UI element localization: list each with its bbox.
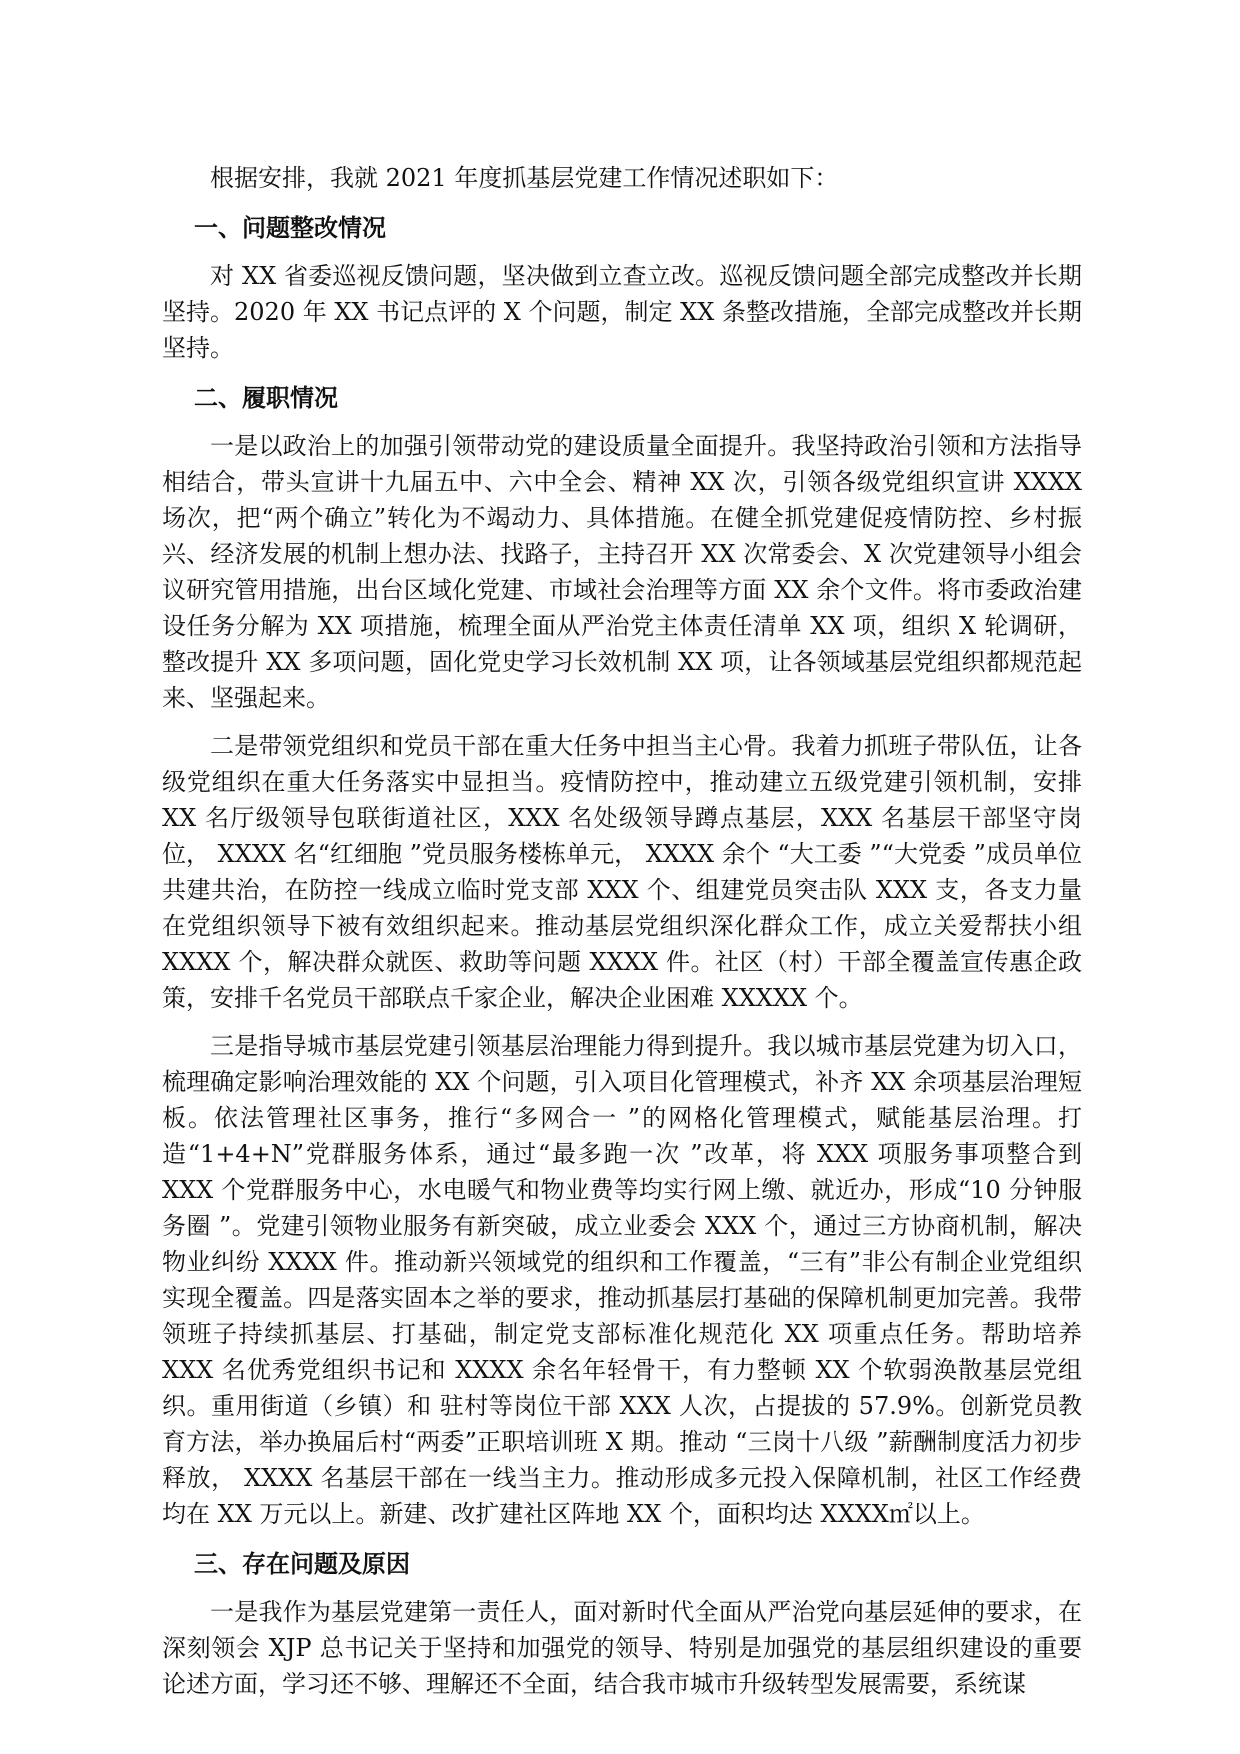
intro-paragraph: 根据安排，我就 2021 年度抓基层党建工作情况述职如下： — [210, 164, 839, 192]
document-body — [162, 160, 1082, 1702]
section-1-paragraph-1: 对 XX 省委巡视反馈问题，坚决做到立查立改。巡视反馈问题全部完成整改并长期坚持。2020 年 XX 书记点评的 X 个问题，制定 XX 条整改措施，全部完成整改并长期坚持。 — [162, 262, 1082, 362]
section-heading-1: 一、问题整改情况 — [194, 214, 386, 242]
section-2-paragraph-1: 一是以政治上的加强引领带动党的建设质量全面提升。我坚持政治引领和方法指导相结合，带头宣讲十九届五中、六中全会、精神 XX 次，引领各级党组织宣讲 XXXX 场次，把“两个确立”转化为不竭动力、具体措施。在健全抓党建促疫情防控、乡村振兴、经济发展的机制上想办法、找路子，主持召开 XX 次常委会、X 次党建领导小组会议研究管用措施，出台区域化党建、市域社会治理等方面 XX 余个文件。将市委政治建设任务分解为 XX 项措施，梳理全面从严治党主体责任清单 XX 项，组织 X 轮调研，整改提升 XX 多项问题，固化党史学习长效机制 XX 项，让各领域基层党组织都规范起来、坚强起来。 — [162, 432, 1082, 712]
section-3-paragraph-1: 一是我作为基层党建第一责任人，面对新时代全面从严治党向基层延伸的要求，在深刻领会 XJP 总书记关于坚持和加强党的领导、特别是加强党的基层组织建设的重要论述方面，学习还不够、理解还不全面，结合我市城市升级转型发展需要，系统谋 — [162, 1598, 1082, 1698]
section-2-paragraph-2: 二是带领党组织和党员干部在重大任务中担当主心骨。我着力抓班子带队伍，让各级党组织在重大任务落实中显担当。疫情防控中，推动建立五级党建引领机制，安排 XX 名厅级领导包联街道社区，XXX 名处级领导蹲点基层，XXX 名基层干部坚守岗位， XXXX 名“红细胞 ”党员服务楼栋单元， XXXX 余个 “大工委 ”“大党委 ”成员单位共建共治，在防控一线成立临时党支部 XXX 个、组建党员突击队 XXX 支，各支力量在党组织领导下被有效组织起来。推动基层党组织深化群众工作，成立关爱帮扶小组 XXXX 个，解决群众就医、救助等问题 XXXX 件。社区（村）干部全覆盖宣传惠企政策，安排千名党员干部联点千家企业，解决企业困难 XXXXX 个。 — [162, 732, 1082, 1012]
section-heading-2: 二、履职情况 — [194, 384, 338, 412]
section-2-paragraph-3: 三是指导城市基层党建引领基层治理能力得到提升。我以城市基层党建为切入口，梳理确定影响治理效能的 XX 个问题，引入项目化管理模式，补齐 XX 余项基层治理短板。依法管理社区事务，推行“多网合一 ”的网格化管理模式，赋能基层治理。打造“1+4+N”党群服务体系，通过“最多跑一次 ”改革，将 XXX 项服务事项整合到 XXX 个党群服务中心，水电暖气和物业费等均实行网上缴、就近办，形成“10 分钟服务圈 ”。党建引领物业服务有新突破，成立业委会 XXX 个，通过三方协商机制，解决物业纠纷 XXXX 件。推动新兴领域党的组织和工作覆盖，“三有”非公有制企业党组织实现全覆盖。四是落实固本之举的要求，推动抓基层打基础的保障机制更加完善。我带领班子持续抓基层、打基础，制定党支部标准化规范化 XX 项重点任务。帮助培养 XXX 名优秀党组织书记和 XXXX 余名年轻骨干，有力整顿 XX 个软弱涣散基层党组织。重用街道（乡镇）和 驻村等岗位干部 XXX 人次，占提拔的 57.9%。创新党员教育方法，举办换届后村“两委”正职培训班 X 期。推动 “三岗十八级 ”薪酬制度活力初步释放， XXXX 名基层干部在一线当主力。推动形成多元投入保障机制，社区工作经费均在 XX 万元以上。新建、改扩建社区阵地 XX 个，面积均达 XXXX㎡以上。 — [162, 1032, 1082, 1528]
section-heading-3: 三、存在问题及原因 — [194, 1550, 410, 1578]
